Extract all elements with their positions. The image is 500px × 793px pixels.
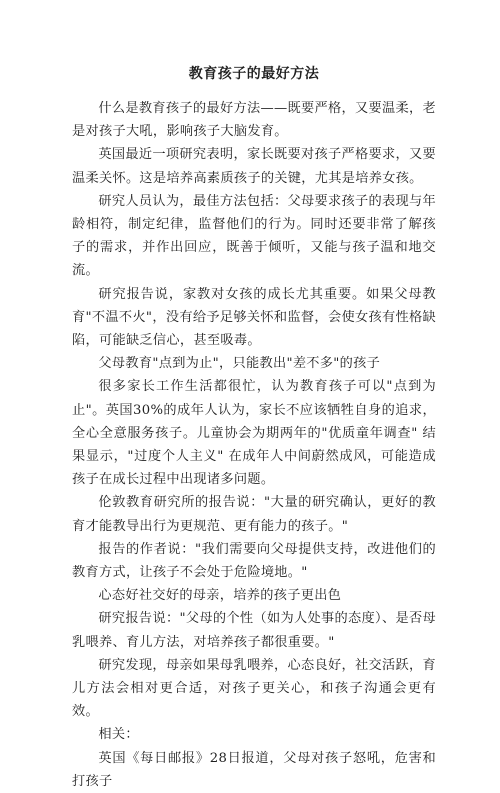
paragraph-london-institute: 伦敦教育研究所的报告说："大量的研究确认，更好的教育才能教导出行为更规范、更有能力的孩子。"	[72, 495, 436, 534]
paragraph-uk-study: 英国最近一项研究表明，家长既要对孩子严格要求，又要温柔关怀。这是培养高素质孩子的关键，尤其是培养女孩。	[72, 147, 436, 186]
subheading-good-mothers: 心态好社交好的母亲，培养的孩子更出色	[98, 588, 342, 604]
paragraph-girls-upbringing: 研究报告说，家教对女孩的成长尤其重要。如果父母教育"不温不火"，没有给予足够关怀和监督，会使女孩有性格缺陷，可能缺乏信心，甚至吸毒。	[72, 286, 436, 349]
paragraph-busy-parents: 很多家长工作生活都很忙，认为教育孩子可以"点到为止"。英国30%的成年人认为，家长不应该牺牲自身的追求，全心全意服务孩子。儿童协会为期两年的"优质童年调查" 结果显示，"过度个人主义" 在成年人中间蔚然成风，可能造成孩子在成长过程中出现诸多问题。	[72, 379, 436, 488]
subheading-stop-at-point: 父母教育"点到为止"，只能教出"差不多"的孩子	[98, 356, 381, 372]
paragraph-report-author: 报告的作者说："我们需要向父母提供支持，改进他们的教育方式，让孩子不会处于危险境地。"	[72, 541, 436, 581]
paragraph-related-label: 相关：	[98, 727, 139, 743]
paragraph-intro: 什么是教育孩子的最好方法——既要严格，又要温柔，老是对孩子大吼，影响孩子大脑发育。	[72, 101, 436, 140]
paragraph-daily-mail: 英国《每日邮报》28日报道，父母对孩子怒吼，危害和打孩子	[72, 750, 436, 789]
paragraph-breastfeeding: 研究发现，母亲如果母乳喂养，心态良好，社交活跃，育儿方法会相对更合适，对孩子更关心，和孩子沟通会更有效。	[72, 657, 436, 720]
document-title: 教育孩子的最好方法	[188, 66, 320, 82]
paragraph-best-methods: 研究人员认为，最佳方法包括：父母要求孩子的表现与年龄相符，制定纪律，监督他们的行为。同时还要非常了解孩子的需求，并作出回应，既善于倾听，又能与孩子温和地交流。	[72, 193, 436, 279]
paragraph-parent-personality: 研究报告说："父母的个性（如为人处事的态度）、是否母乳喂养、育儿方法，对培养孩子都很重要。"	[72, 611, 436, 650]
